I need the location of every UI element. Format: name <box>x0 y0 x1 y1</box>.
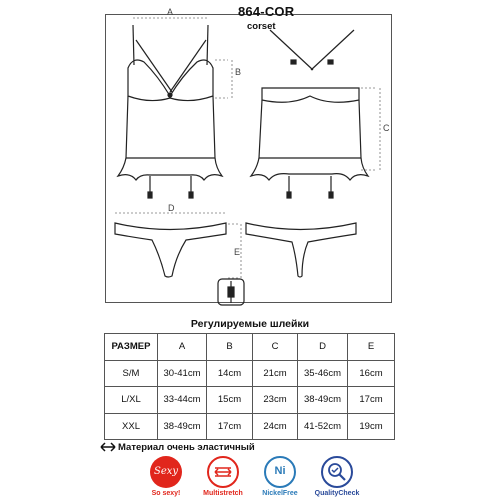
table-cell: L/XL <box>105 387 158 414</box>
table-header-c: C <box>253 334 298 361</box>
table-cell: 15cm <box>207 387 253 414</box>
product-code: 864-COR <box>238 4 295 19</box>
thong-back-view <box>246 223 356 277</box>
badge-nickel-free <box>250 456 310 497</box>
quality-check-icon <box>321 456 353 488</box>
table-header-a: A <box>158 334 207 361</box>
size-table <box>104 333 395 440</box>
table-cell: 30-41cm <box>158 360 207 387</box>
dimension-label-b: B <box>235 67 242 77</box>
strap-adjuster-detail <box>218 279 244 305</box>
badge-label: Multistretch <box>203 490 243 497</box>
table-cell: S/M <box>105 360 158 387</box>
table-cell: 24cm <box>253 413 298 440</box>
table-cell: 38-49cm <box>298 387 348 414</box>
table-row <box>105 360 395 387</box>
badge-multistretch <box>193 456 253 497</box>
table-row <box>105 413 395 440</box>
table-cell: 16cm <box>348 360 395 387</box>
dimension-label-e: E <box>234 247 241 257</box>
badge-label: QualityCheck <box>314 490 360 497</box>
dimension-label-d: D <box>168 203 175 213</box>
table-cell: 19cm <box>348 413 395 440</box>
badge-so-sexy <box>136 456 196 497</box>
multistretch-icon <box>207 456 239 488</box>
table-row <box>105 387 395 414</box>
table-header-d: D <box>298 334 348 361</box>
corset-front-view <box>118 25 222 198</box>
table-cell: 23cm <box>253 387 298 414</box>
dimension-label-a: A <box>167 7 174 17</box>
dimension-label-c: C <box>383 123 390 133</box>
thong-front-view <box>115 223 226 277</box>
table-cell: 35-46cm <box>298 360 348 387</box>
corset-back-view <box>251 30 368 198</box>
product-type: corset <box>247 21 276 32</box>
table-cell: 41-52cm <box>298 413 348 440</box>
table-cell: XXL <box>105 413 158 440</box>
stretch-arrow-icon <box>100 440 116 454</box>
badge-quality-check <box>307 456 367 497</box>
sexy-badge-icon: Sexy <box>150 456 182 488</box>
badge-label: NickelFree <box>262 490 298 497</box>
nickel-free-icon: Ni <box>264 456 296 488</box>
table-header-e: E <box>348 334 395 361</box>
table-cell: 14cm <box>207 360 253 387</box>
table-cell: 33-44cm <box>158 387 207 414</box>
table-header-b: B <box>207 334 253 361</box>
badge-label: So sexy! <box>151 490 181 497</box>
adjustable-straps-heading: Регулируемые шлейки <box>190 318 310 330</box>
table-cell: 21cm <box>253 360 298 387</box>
table-cell: 17cm <box>207 413 253 440</box>
table-cell: 17cm <box>348 387 395 414</box>
material-note: Материал очень эластичный <box>118 442 255 453</box>
table-header-size: РАЗМЕР <box>105 334 158 361</box>
size-table-header-row <box>105 334 395 361</box>
table-cell: 38-49cm <box>158 413 207 440</box>
